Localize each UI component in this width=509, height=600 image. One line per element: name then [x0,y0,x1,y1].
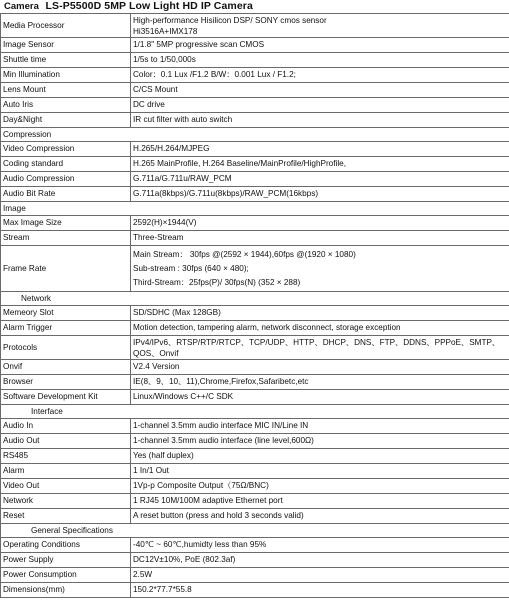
spec-row [1,390,509,405]
spec-row [1,157,509,172]
spec-value [131,187,509,202]
spec-label: Frame Rate [1,246,131,292]
spec-row [1,464,509,479]
section-heading: Network [1,292,509,306]
spec-value-line: Linux/Windows C++/C SDK [133,392,234,401]
spec-value [131,390,509,405]
spec-label: Max Image Size [1,216,131,231]
spec-value [131,113,509,128]
spec-row [1,142,509,157]
spec-value-line: G.711a(8kbps)/G.711u(8kbps)/RAW_PCM(16kbps) [133,189,319,198]
spec-label: RS485 [1,449,131,464]
spec-value [131,83,509,98]
spec-value-line: Color：0.1 Lux /F1.2 B/W：0.001 Lux / F1.2; [133,70,296,79]
section-heading: Interface [1,405,509,419]
spec-value-line: IPv4/IPv6、RTSP/RTP/RTCP、TCP/UDP、HTTP、DHCP、DNS、FTP、DDNS、PPPoE、SMTP、 [133,337,501,347]
spec-value [131,336,509,360]
spec-value-line: H.265 MainProfile, H.264 Baseline/MainProfile/HighProfile, [133,159,346,168]
spec-value [131,479,509,494]
section-heading: Image [1,202,509,216]
spec-label: Memeory Slot [1,306,131,321]
spec-row [1,419,509,434]
spec-row [1,187,509,202]
spec-row [1,336,509,360]
spec-label: Onvif [1,360,131,375]
spec-value [131,68,509,83]
spec-row [1,53,509,68]
spec-value [131,434,509,449]
spec-value-line: 150.2*77.7*55.8 [133,585,192,594]
spec-value [131,509,509,524]
spec-label: Stream [1,231,131,246]
spec-value-line: DC drive [133,100,165,109]
spec-label: Lens Mount [1,83,131,98]
spec-label: Shuttle time [1,53,131,68]
spec-value-line: C/CS Mount [133,85,178,94]
spec-row [1,509,509,524]
spec-value [131,98,509,113]
spec-value [131,568,509,583]
spec-label: Media Processor [1,14,131,38]
spec-value [131,553,509,568]
spec-value-line: 1 In/1 Out [133,466,169,475]
spec-label: Alarm Trigger [1,321,131,336]
spec-value [131,464,509,479]
spec-label: Network [1,494,131,509]
spec-label: Video Out [1,479,131,494]
spec-row [1,231,509,246]
spec-value [131,321,509,336]
spec-row [1,434,509,449]
spec-value-line: Motion detection, tampering alarm, network disconnect, storage exception [133,323,401,332]
spec-value-line: H.265/H.264/MJPEG [133,144,210,153]
spec-value-line: Hi3516A+IMX178 [133,26,198,36]
spec-label: Dimensions(mm) [1,583,131,598]
spec-row [1,553,509,568]
spec-row [1,321,509,336]
spec-value-line: 1 RJ45 10M/100M adaptive Ethernet port [133,496,283,505]
spec-value [131,538,509,553]
spec-value-line: 2592(H)×1944(V) [133,218,197,227]
spec-value-line: 1/1.8" 5MP progressive scan CMOS [133,40,265,49]
spec-label: Audio In [1,419,131,434]
spec-value [131,53,509,68]
spec-value [131,419,509,434]
spec-label: Operating Conditions [1,538,131,553]
spec-label: Image Sensor [1,38,131,53]
spec-table [0,13,509,598]
spec-value-line: SD/SDHC (Max 128GB) [133,308,221,317]
spec-value-line: -40℃ ~ 60℃,humidty less than 95% [133,540,267,549]
spec-value [131,494,509,509]
section-row [1,405,509,419]
spec-row [1,583,509,598]
spec-value-line: Sub-stream : 30fps (640 × 480); [133,263,249,273]
spec-label: Software Development Kit [1,390,131,405]
spec-row [1,246,509,292]
spec-row [1,538,509,553]
spec-value-line: 1-channel 3.5mm audio interface (line level,600Ω) [133,436,314,445]
spec-label: Protocols [1,336,131,360]
title-lead: Camera [4,1,39,12]
spec-row [1,375,509,390]
spec-value-line: Three-Stream [133,233,184,242]
spec-row [1,449,509,464]
spec-value [131,360,509,375]
spec-label: Day&Night [1,113,131,128]
spec-row [1,479,509,494]
spec-value-line: DC12V±10%, PoE (802.3af) [133,555,236,564]
spec-value [131,375,509,390]
spec-row [1,172,509,187]
spec-value [131,216,509,231]
spec-value [131,38,509,53]
spec-value-line: G.711a/G.711u/RAW_PCM [133,174,232,183]
spec-value [131,583,509,598]
spec-value-line: QOS、Onvif [133,348,179,358]
spec-value-line: 1-channel 3.5mm audio interface MIC IN/Line IN [133,421,309,430]
spec-row [1,14,509,38]
spec-label: Alarm [1,464,131,479]
spec-table-body [1,14,509,598]
section-heading: General Specifications [1,524,509,538]
spec-row [1,568,509,583]
spec-label: Browser [1,375,131,390]
spec-row [1,68,509,83]
spec-label: Min Illumination [1,68,131,83]
spec-row [1,494,509,509]
spec-value-line: 2.5W [133,570,153,579]
spec-value [131,231,509,246]
spec-value-line: Main Stream： 30fps @(2592 × 1944),60fps @(1920 × 1080) [133,249,356,259]
spec-value-line: IE(8、9、10、11),Chrome,Firefox,Safaribetc,etc [133,377,309,386]
spec-label: Video Compression [1,142,131,157]
section-row [1,292,509,306]
spec-value-line: 1/5s to 1/50,000s [133,55,196,64]
spec-row [1,38,509,53]
spec-value [131,14,509,38]
spec-value [131,142,509,157]
spec-value-line: IR cut filter with auto switch [133,115,233,124]
product-model-title: LS-P5500D 5MP Low Light HD IP Camera [45,0,253,12]
spec-row [1,360,509,375]
spec-label: Auto Iris [1,98,131,113]
spec-row [1,113,509,128]
spec-value-line: A reset button (press and hold 3 seconds valid) [133,511,304,520]
section-row [1,524,509,538]
spec-label: Coding standard [1,157,131,172]
spec-value-line: 1Vp-p Composite Output（75Ω/BNC) [133,481,269,490]
spec-value-line: Third-Stream：25fps(P)/ 30fps(N) (352 × 288) [133,277,301,287]
spec-value-line: High-performance Hisilicon DSP/ SONY cmos sensor [133,15,327,25]
section-row [1,128,509,142]
spec-row [1,83,509,98]
spec-row [1,98,509,113]
section-row [1,202,509,216]
spec-row [1,216,509,231]
spec-value [131,172,509,187]
spec-value-line: V2.4 Version [133,362,180,371]
spec-label: Power Consumption [1,568,131,583]
spec-label: Audio Out [1,434,131,449]
spec-value [131,306,509,321]
spec-row [1,306,509,321]
spec-label: Reset [1,509,131,524]
spec-label: Audio Compression [1,172,131,187]
spec-value-line: Yes (half duplex) [133,451,194,460]
section-heading: Compression [1,128,509,142]
spec-value [131,246,509,292]
document-title [4,0,253,13]
spec-label: Power Supply [1,553,131,568]
spec-value [131,157,509,172]
spec-label: Audio Bit Rate [1,187,131,202]
spec-value [131,449,509,464]
